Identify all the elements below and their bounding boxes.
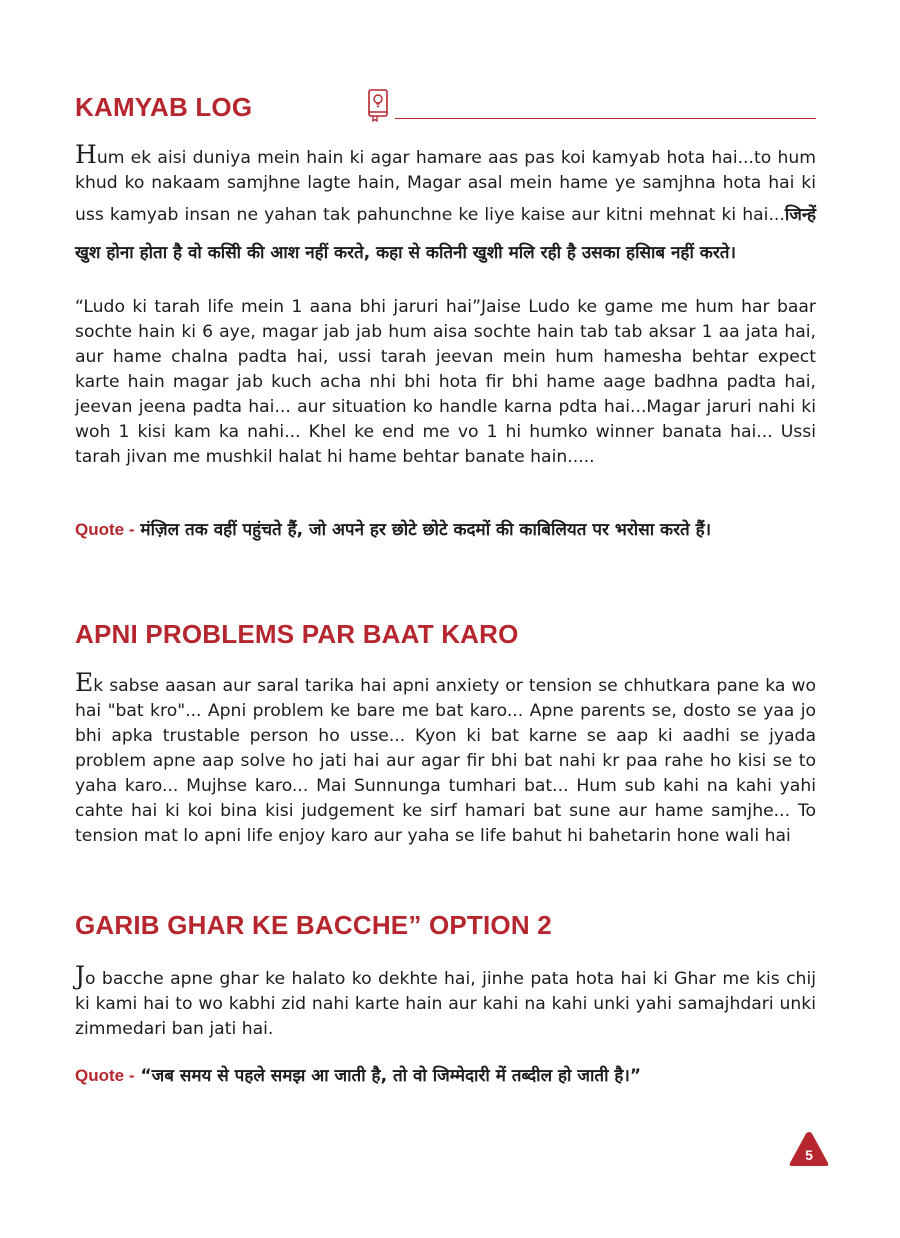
section-header-kamyab-log (75, 88, 816, 128)
section-heading: APNI PROBLEMS PAR BAAT KARO (75, 619, 519, 649)
paragraph-text: k sabse aasan aur saral tarika hai apni anxiety or tension se chhutkara pane ka wo hai "bat kro"... Apni problem ke bare me bat karo... Apne parents se, dosto se yaa jo bhi apka trustable person ho usse... Kyon ki bat karne se aap ki aadhi se jyada problem apne aap solve ho jati hai aur agar fir bhi bat nahi kr paa rahe ho kisi se to yaha karo... Mujhse karo... Mai Sunnunga tumhari bat... Hum sub kahi na kahi yahi cahte hai ki koi bina kisi judgement ke sirf hamari bat sune aur hame samjhe... To tension mat lo apni life enjoy karo aur yaha se life bahut hi bahetarin hone wali hai (75, 676, 816, 846)
page-number-badge (788, 1130, 830, 1168)
section-heading: GARIB GHAR KE BACCHE” OPTION 2 (75, 910, 552, 940)
kamyab-quote (75, 510, 816, 550)
page-number: 5 (805, 1147, 813, 1163)
section-heading: KAMYAB LOG (75, 92, 253, 122)
kamyab-paragraph-2: “Ludo ki tarah life mein 1 aana bhi jaruri hai”Jaise Ludo ke game me hum har baar sochte hain ki 6 aye, magar jab jab hum aisa sochte hain tab tab aksar 1 aa jata hai, aur hame chalna padta hai, ussi tarah jeevan mein hum hamesha behtar expect karte hain magar jab kuch acha nhi bhi hota fir bhi hame aage badhna padta hai, jeevan jeena padta hai... aur situation ko handle karna pdta hai...Magar jaruri nahi ki woh 1 kisi kam ka nahi... Khel ke end me vo 1 hi humko winner banata hai... Ussi tarah jivan me mushkil halat hi hame behtar banate hain..... (75, 297, 816, 467)
quote-label: Quote - (75, 520, 135, 539)
garib-ghar-quote (75, 1056, 816, 1096)
apni-problems-paragraph (75, 668, 816, 849)
quote-text: “जब समय से पहले समझ आ जाती है, तो वो जिम्मेदारी में तब्दील हो जाती है।” (140, 1066, 642, 1086)
paragraph-text: o bacche apne ghar ke halato ko dekhte hai, jinhe pata hota hai ki Ghar me kis chij ki kami hai to wo kabhi zid nahi karte hain aur kahi na kahi unki yahi samajhdari unki zimmedari ban jati hai. (75, 969, 816, 1039)
garib-ghar-paragraph (75, 961, 816, 1042)
drop-cap: H (75, 140, 97, 169)
section-header-garib-ghar (75, 906, 816, 946)
hindi-emphasis: जिन्हें खुश होना होता है वो कसिी की आश नहीं करते, कहा से कतिनी खुशी मलि रही है उसका हसिाब नहीं करते। (75, 205, 816, 263)
paragraph-text: um ek aisi duniya mein hain ki agar hamare aas pas koi kamyab hota hai...to hum khud ko nakaam samjhne lagte hain, Magar asal mein hame ye samjhna hota hai ki uss kamyab insan ne yahan tak pahunchne ke liye kaise aur kitni mehnat ki hai... (75, 148, 816, 225)
quote-text: मंज़िल तक वहीं पहुंचते हैं, जो अपने हर छोटे छोटे कदमों की काबिलियत पर भरोसा करते हैं। (140, 520, 712, 540)
drop-cap: E (75, 668, 94, 697)
heading-divider (395, 118, 816, 119)
book-lightbulb-icon (367, 88, 389, 122)
quote-label: Quote - (75, 1066, 135, 1085)
drop-cap: J (75, 961, 86, 990)
section-header-apni-problems (75, 615, 816, 655)
kamyab-paragraph-1 (75, 140, 816, 272)
